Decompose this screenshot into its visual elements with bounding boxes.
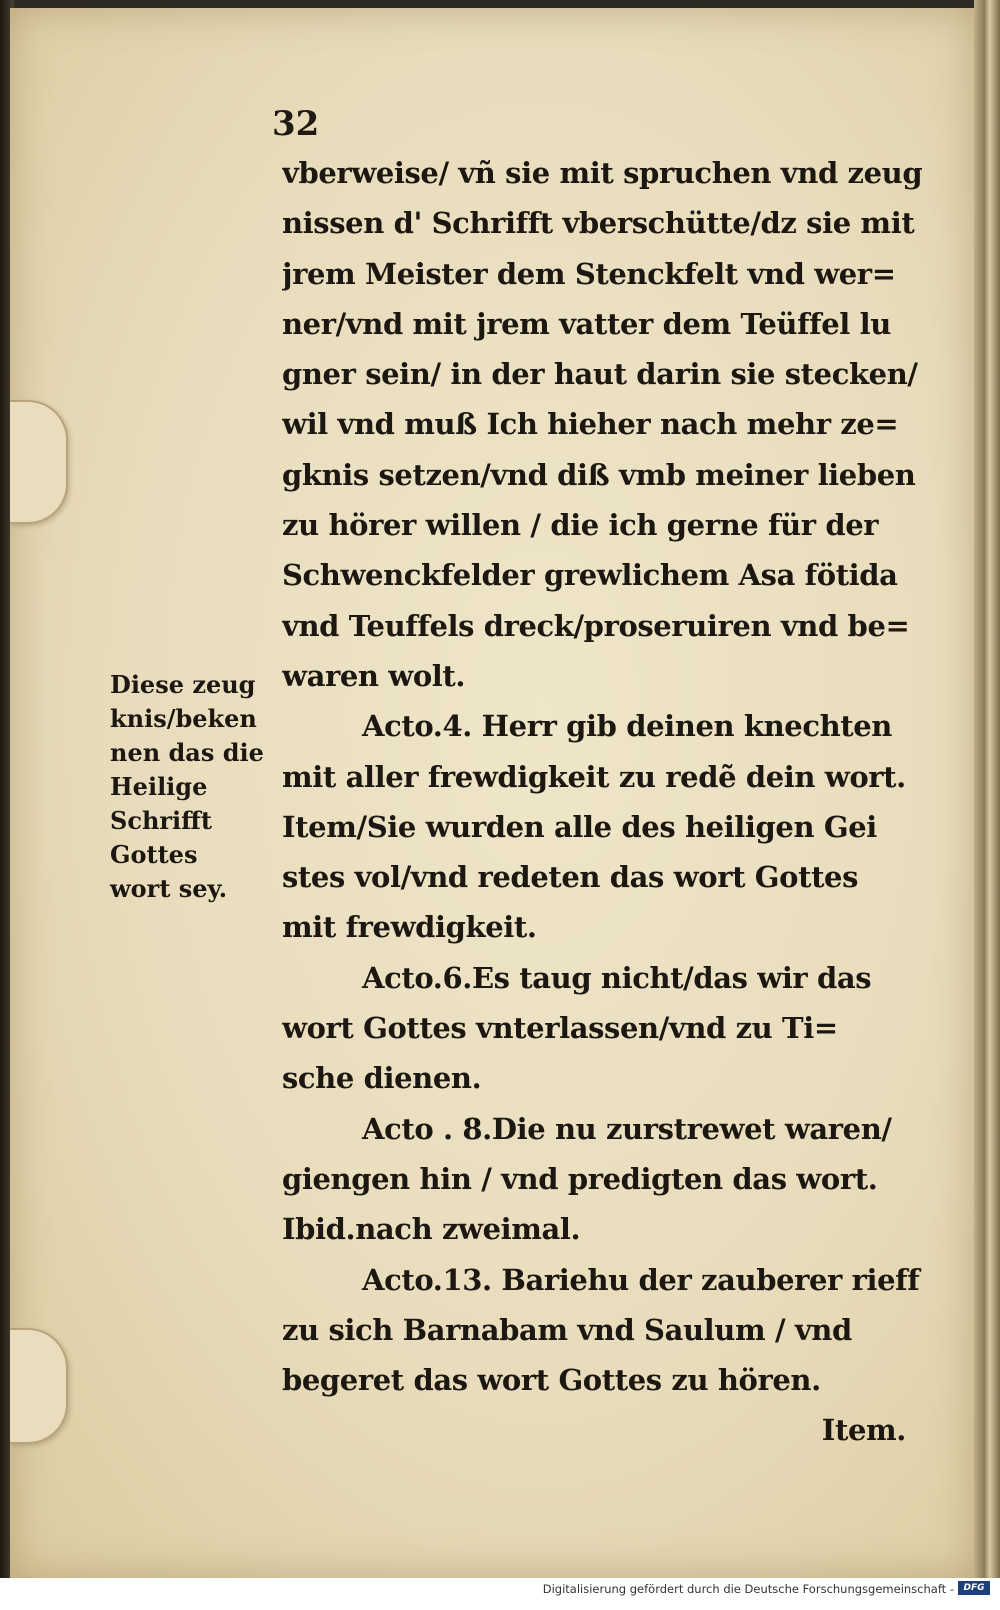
text-line: wil vnd muß Ich hieher nach mehr ze= [282,407,899,442]
note-line: Diese zeug [110,670,256,699]
text-line: waren wolt. [282,658,466,693]
text-line: ner/vnd mit jrem vatter dem Teüffel lu [282,306,891,341]
page-edge [974,0,1000,1610]
text-line: Schwenckfelder grewlichem Asa fötida [282,558,898,593]
catchword: Item. [821,1413,906,1448]
text-line: zu hörer willen / die ich gerne für der [282,508,879,543]
text-line: gknis setzen/vnd diß vmb meiner lieben [282,457,916,492]
text-line: gner sein/ in der haut darin sie stecken/ [282,357,918,392]
note-line: Gottes [110,840,198,869]
text-line: zu sich Barnabam vnd Saulum / vnd [282,1312,852,1347]
note-line: wort sey. [110,874,228,903]
text-line: wort Gottes vnterlassen/vnd zu Ti= [282,1011,838,1046]
note-line: Schrifft [110,806,212,835]
text-line: sche dienen. [282,1061,482,1096]
note-line: knis/beken [110,704,257,733]
dfg-logo: DFG [958,1581,990,1595]
text-line: nissen d' Schrifft vberschütte/dz sie mit [282,206,915,241]
note-line: nen das die [110,738,264,767]
text-line: Ibid.nach zweimal. [282,1212,581,1247]
marginal-note [110,668,280,906]
book-page [10,8,974,1578]
funding-credit: Digitalisierung gefördert durch die Deutsche Forschungsgemeinschaft - [542,1582,954,1596]
text-line: giengen hin / vnd predigten das wort. [282,1161,878,1196]
text-line: Acto.13. Bariehu der zauberer rieff [362,1262,920,1297]
text-line: mit frewdigkeit. [282,910,537,945]
text-line: Acto.6.Es taug nicht/das wir das [362,960,872,995]
page-tab-bottom [10,1328,68,1444]
page-tab-top [10,400,68,524]
text-line: vnd Teuffels dreck/proseruiren vnd be= [282,608,910,643]
page-number: 32 [272,104,320,144]
text-line: jrem Meister dem Stenckfelt vnd wer= [282,256,896,291]
text-line: Item/Sie wurden alle des heiligen Gei [282,809,877,844]
text-line: vberweise/ vñ sie mit spruchen vnd zeug [282,156,922,190]
body-text [282,148,922,1456]
text-line: stes vol/vnd redeten das wort Gottes [282,860,859,895]
text-line: Acto.4. Herr gib deinen knechten [362,709,892,744]
text-line: Acto . 8.Die nu zurstrewet waren/ [362,1111,892,1146]
text-line: mit aller frewdigkeit zu redẽ dein wort. [282,759,906,794]
text-line: begeret das wort Gottes zu hören. [282,1363,821,1398]
note-line: Heilige [110,772,208,801]
